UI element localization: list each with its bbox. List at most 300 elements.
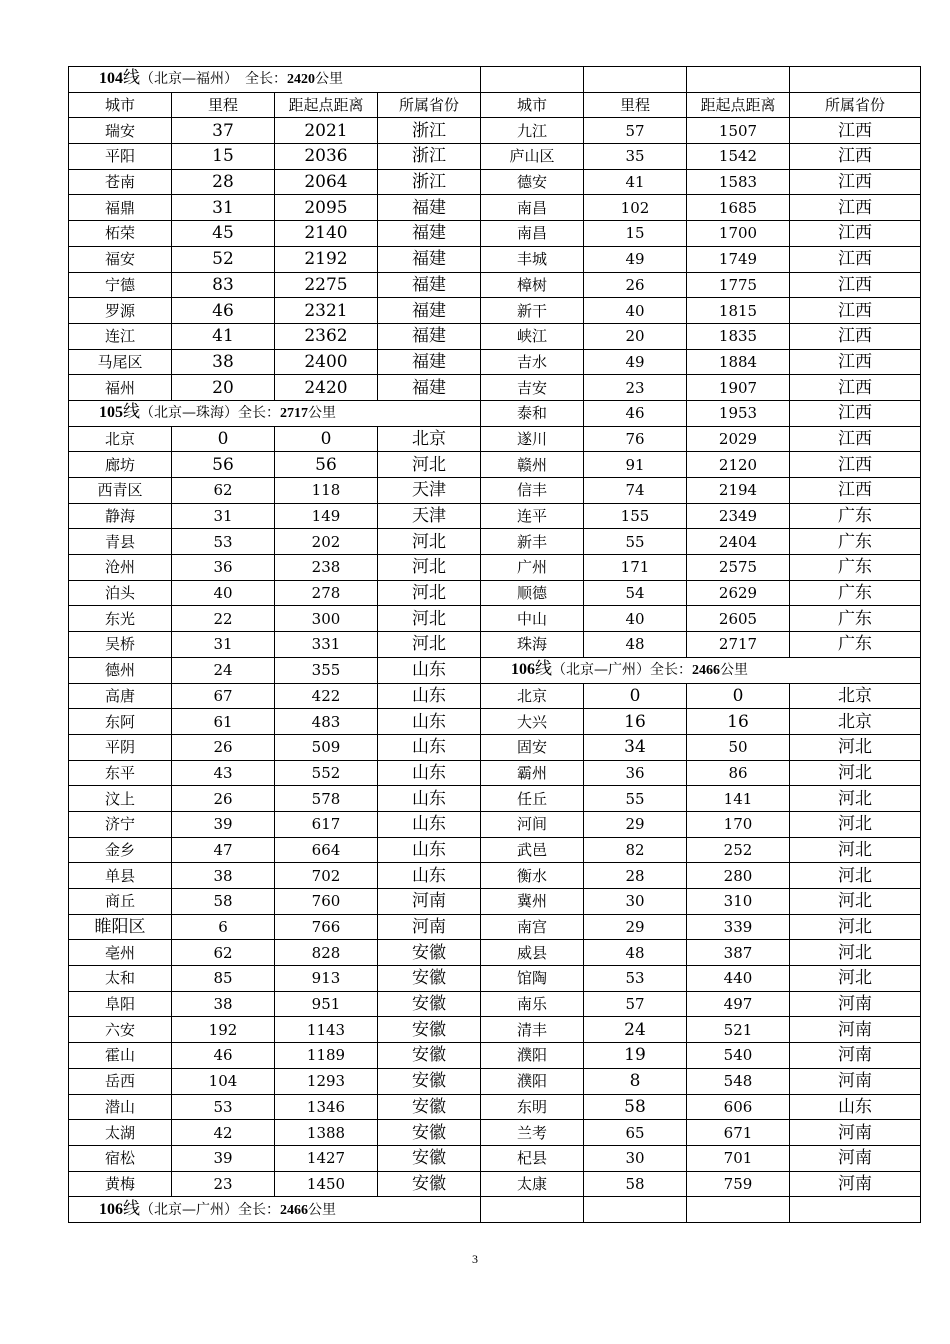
cell-cumulative: 671 xyxy=(687,1120,790,1146)
cell-province: 福建 xyxy=(378,246,481,272)
cell-distance: 28 xyxy=(172,169,275,195)
cell-city: 济宁 xyxy=(69,811,172,837)
cell-city: 东平 xyxy=(69,760,172,786)
cell-province: 江西 xyxy=(790,375,921,401)
cell-city: 珠海 xyxy=(481,632,584,658)
cell-city: 汶上 xyxy=(69,786,172,812)
cell-city: 峡江 xyxy=(481,323,584,349)
cell-distance: 47 xyxy=(172,837,275,863)
cell-cumulative: 2400 xyxy=(275,349,378,375)
cell-province: 江西 xyxy=(790,452,921,478)
cell-distance: 20 xyxy=(584,323,687,349)
cell-province: 河北 xyxy=(378,452,481,478)
cell-province: 河北 xyxy=(378,529,481,555)
cell-cumulative: 552 xyxy=(275,760,378,786)
cell-cumulative: 300 xyxy=(275,606,378,632)
route-title-num: 105 xyxy=(99,404,123,422)
cell-cumulative: 1507 xyxy=(687,118,790,144)
cell-distance: 6 xyxy=(172,914,275,940)
cell-province: 安徽 xyxy=(378,1068,481,1094)
cell-province: 河北 xyxy=(378,580,481,606)
cell-distance: 46 xyxy=(172,298,275,324)
cell-province: 江西 xyxy=(790,426,921,452)
cell-distance: 53 xyxy=(584,966,687,992)
cell-province: 江西 xyxy=(790,400,921,426)
cell-city: 连平 xyxy=(481,503,584,529)
cell-distance: 58 xyxy=(584,1094,687,1120)
route-title-unit: 公里 xyxy=(720,662,748,679)
cell-province: 广东 xyxy=(790,580,921,606)
cell-city: 岳西 xyxy=(69,1068,172,1094)
cell-city: 亳州 xyxy=(69,940,172,966)
cell-cumulative: 170 xyxy=(687,811,790,837)
cell-cumulative: 2029 xyxy=(687,426,790,452)
cell-city: 阜阳 xyxy=(69,991,172,1017)
table-row xyxy=(69,606,921,632)
cell-distance: 46 xyxy=(584,400,687,426)
cell-distance: 31 xyxy=(172,632,275,658)
cell-province: 福建 xyxy=(378,349,481,375)
cell-distance: 62 xyxy=(172,940,275,966)
cell-province: 山东 xyxy=(378,837,481,863)
cell-distance: 36 xyxy=(584,760,687,786)
cell-province: 福建 xyxy=(378,298,481,324)
cell-cumulative: 2036 xyxy=(275,144,378,170)
cell-city: 河间 xyxy=(481,811,584,837)
cell-province: 浙江 xyxy=(378,169,481,195)
cell-cumulative: 2420 xyxy=(275,375,378,401)
cell-province: 安徽 xyxy=(378,966,481,992)
cell-distance: 24 xyxy=(172,657,275,683)
route-title-r104 xyxy=(69,67,481,93)
cell-city: 商丘 xyxy=(69,889,172,915)
cell-city: 太康 xyxy=(481,1171,584,1197)
cell-city: 福鼎 xyxy=(69,195,172,221)
cell-distance: 104 xyxy=(172,1068,275,1094)
cell-province: 江西 xyxy=(790,478,921,504)
cell-distance: 58 xyxy=(172,889,275,915)
cell-distance: 20 xyxy=(172,375,275,401)
cell-province: 广东 xyxy=(790,606,921,632)
cell-province: 河北 xyxy=(790,760,921,786)
cell-distance: 23 xyxy=(584,375,687,401)
route-title-gap: 全长： xyxy=(650,662,692,679)
cell-cumulative: 50 xyxy=(687,734,790,760)
cell-distance: 48 xyxy=(584,940,687,966)
cell-distance: 42 xyxy=(172,1120,275,1146)
cell-province: 河北 xyxy=(790,837,921,863)
cell-city: 南乐 xyxy=(481,991,584,1017)
cell-province: 山东 xyxy=(378,863,481,889)
cell-province: 山东 xyxy=(378,683,481,709)
cell-cumulative: 310 xyxy=(687,889,790,915)
cell-distance: 31 xyxy=(172,503,275,529)
route-title-route: （北京—广州） xyxy=(552,662,650,679)
cell-province: 河北 xyxy=(378,606,481,632)
table-row xyxy=(69,195,921,221)
cell-distance: 23 xyxy=(172,1171,275,1197)
cell-province: 山东 xyxy=(378,657,481,683)
cell-cumulative: 759 xyxy=(687,1171,790,1197)
empty-cell xyxy=(584,1197,687,1223)
cell-province: 河北 xyxy=(378,555,481,581)
cell-cumulative: 913 xyxy=(275,966,378,992)
route-title-total: 2420 xyxy=(287,72,315,88)
cell-cumulative: 1189 xyxy=(275,1043,378,1069)
cell-city: 太湖 xyxy=(69,1120,172,1146)
column-header: 里程 xyxy=(172,92,275,118)
cell-distance: 49 xyxy=(584,246,687,272)
route-title-route: （北京—福州） xyxy=(140,71,231,88)
cell-distance: 102 xyxy=(584,195,687,221)
cell-distance: 36 xyxy=(172,555,275,581)
route-title-unit: 公里 xyxy=(308,405,336,422)
cell-cumulative: 1143 xyxy=(275,1017,378,1043)
cell-distance: 40 xyxy=(584,606,687,632)
cell-city: 东阿 xyxy=(69,709,172,735)
cell-distance: 54 xyxy=(584,580,687,606)
cell-city: 黄梅 xyxy=(69,1171,172,1197)
cell-province: 河南 xyxy=(790,1043,921,1069)
cell-province: 河南 xyxy=(790,991,921,1017)
route-title-num: 106 xyxy=(511,661,535,679)
table-row xyxy=(69,144,921,170)
cell-province: 北京 xyxy=(378,426,481,452)
cell-distance: 53 xyxy=(172,1094,275,1120)
table-row xyxy=(69,1043,921,1069)
cell-city: 六安 xyxy=(69,1017,172,1043)
route-title-total: 2466 xyxy=(280,1202,308,1218)
cell-cumulative: 1346 xyxy=(275,1094,378,1120)
cell-cumulative: 2349 xyxy=(687,503,790,529)
cell-province: 河北 xyxy=(790,966,921,992)
table-row xyxy=(69,400,921,426)
table-row xyxy=(69,349,921,375)
table-row xyxy=(69,1068,921,1094)
cell-cumulative: 1450 xyxy=(275,1171,378,1197)
cell-cumulative: 1775 xyxy=(687,272,790,298)
cell-city: 东明 xyxy=(481,1094,584,1120)
table-row xyxy=(69,734,921,760)
cell-cumulative: 238 xyxy=(275,555,378,581)
cell-city: 广州 xyxy=(481,555,584,581)
cell-province: 江西 xyxy=(790,323,921,349)
cell-city: 南宫 xyxy=(481,914,584,940)
cell-city: 威县 xyxy=(481,940,584,966)
cell-cumulative: 483 xyxy=(275,709,378,735)
cell-cumulative: 664 xyxy=(275,837,378,863)
cell-cumulative: 2140 xyxy=(275,221,378,247)
cell-province: 广东 xyxy=(790,529,921,555)
cell-cumulative: 951 xyxy=(275,991,378,1017)
cell-distance: 74 xyxy=(584,478,687,504)
cell-cumulative: 828 xyxy=(275,940,378,966)
cell-distance: 30 xyxy=(584,1145,687,1171)
table-row xyxy=(69,1145,921,1171)
cell-province: 河北 xyxy=(790,914,921,940)
cell-cumulative: 1542 xyxy=(687,144,790,170)
cell-cumulative: 1293 xyxy=(275,1068,378,1094)
table-row xyxy=(69,914,921,940)
cell-province: 安徽 xyxy=(378,1017,481,1043)
cell-province: 河北 xyxy=(790,734,921,760)
cell-city: 新干 xyxy=(481,298,584,324)
table-row xyxy=(69,657,921,683)
table-row xyxy=(69,966,921,992)
cell-city: 柘荣 xyxy=(69,221,172,247)
cell-city: 信丰 xyxy=(481,478,584,504)
table-row xyxy=(69,529,921,555)
table-row xyxy=(69,991,921,1017)
cell-city: 吉水 xyxy=(481,349,584,375)
cell-distance: 35 xyxy=(584,144,687,170)
cell-cumulative: 331 xyxy=(275,632,378,658)
cell-province: 安徽 xyxy=(378,940,481,966)
cell-cumulative: 202 xyxy=(275,529,378,555)
cell-city: 冀州 xyxy=(481,889,584,915)
cell-province: 广东 xyxy=(790,503,921,529)
cell-city: 中山 xyxy=(481,606,584,632)
cell-cumulative: 497 xyxy=(687,991,790,1017)
cell-cumulative: 1953 xyxy=(687,400,790,426)
cell-city: 吴桥 xyxy=(69,632,172,658)
cell-distance: 39 xyxy=(172,811,275,837)
cell-province: 安徽 xyxy=(378,991,481,1017)
cell-cumulative: 509 xyxy=(275,734,378,760)
cell-distance: 34 xyxy=(584,734,687,760)
cell-city: 九江 xyxy=(481,118,584,144)
cell-city: 赣州 xyxy=(481,452,584,478)
cell-city: 宁德 xyxy=(69,272,172,298)
column-header: 里程 xyxy=(584,92,687,118)
table-row xyxy=(69,118,921,144)
empty-cell xyxy=(687,67,790,93)
route-title-gap: 全长： xyxy=(238,405,280,422)
cell-distance: 43 xyxy=(172,760,275,786)
cell-distance: 192 xyxy=(172,1017,275,1043)
cell-distance: 82 xyxy=(584,837,687,863)
cell-cumulative: 118 xyxy=(275,478,378,504)
cell-cumulative: 2120 xyxy=(687,452,790,478)
cell-distance: 31 xyxy=(172,195,275,221)
cell-cumulative: 2064 xyxy=(275,169,378,195)
cell-distance: 15 xyxy=(584,221,687,247)
cell-cumulative: 760 xyxy=(275,889,378,915)
cell-cumulative: 548 xyxy=(687,1068,790,1094)
cell-distance: 55 xyxy=(584,529,687,555)
table-row xyxy=(69,246,921,272)
column-header: 距起点距离 xyxy=(687,92,790,118)
table-row xyxy=(69,1017,921,1043)
table-row xyxy=(69,1197,921,1223)
cell-city: 杞县 xyxy=(481,1145,584,1171)
cell-city: 东光 xyxy=(69,606,172,632)
cell-province: 山东 xyxy=(378,760,481,786)
route-title-r106 xyxy=(481,657,921,683)
cell-city: 泊头 xyxy=(69,580,172,606)
cell-city: 馆陶 xyxy=(481,966,584,992)
cell-city: 廊坊 xyxy=(69,452,172,478)
cell-distance: 38 xyxy=(172,349,275,375)
cell-distance: 52 xyxy=(172,246,275,272)
cell-city: 濮阳 xyxy=(481,1043,584,1069)
cell-distance: 26 xyxy=(172,734,275,760)
cell-cumulative: 2275 xyxy=(275,272,378,298)
cell-province: 江西 xyxy=(790,298,921,324)
route-title-line: 线 xyxy=(123,402,140,423)
route-title-r105 xyxy=(69,400,481,426)
cell-province: 安徽 xyxy=(378,1120,481,1146)
cell-distance: 28 xyxy=(584,863,687,889)
cell-city: 南昌 xyxy=(481,195,584,221)
cell-city: 霸州 xyxy=(481,760,584,786)
cell-cumulative: 2192 xyxy=(275,246,378,272)
cell-province: 河南 xyxy=(790,1017,921,1043)
cell-cumulative: 141 xyxy=(687,786,790,812)
cell-cumulative: 2095 xyxy=(275,195,378,221)
cell-distance: 29 xyxy=(584,811,687,837)
cell-province: 安徽 xyxy=(378,1094,481,1120)
table-row xyxy=(69,683,921,709)
cell-province: 河北 xyxy=(790,889,921,915)
cell-cumulative: 440 xyxy=(687,966,790,992)
cell-distance: 30 xyxy=(584,889,687,915)
cell-province: 江西 xyxy=(790,221,921,247)
cell-province: 安徽 xyxy=(378,1171,481,1197)
cell-distance: 41 xyxy=(584,169,687,195)
cell-city: 吉安 xyxy=(481,375,584,401)
route-title-r106 xyxy=(69,1197,481,1223)
route-title-num: 104 xyxy=(99,70,123,88)
cell-cumulative: 252 xyxy=(687,837,790,863)
table-row xyxy=(69,1094,921,1120)
header-row xyxy=(69,92,921,118)
cell-cumulative: 617 xyxy=(275,811,378,837)
empty-cell xyxy=(584,67,687,93)
cell-city: 泰和 xyxy=(481,400,584,426)
cell-distance: 26 xyxy=(584,272,687,298)
table-row xyxy=(69,272,921,298)
cell-cumulative: 766 xyxy=(275,914,378,940)
cell-distance: 24 xyxy=(584,1017,687,1043)
cell-distance: 83 xyxy=(172,272,275,298)
cell-city: 西青区 xyxy=(69,478,172,504)
table-row xyxy=(69,786,921,812)
cell-province: 浙江 xyxy=(378,118,481,144)
column-header: 距起点距离 xyxy=(275,92,378,118)
route-title-gap: 全长： xyxy=(238,1201,280,1218)
cell-province: 安徽 xyxy=(378,1043,481,1069)
cell-cumulative: 578 xyxy=(275,786,378,812)
cell-distance: 15 xyxy=(172,144,275,170)
table-row xyxy=(69,323,921,349)
cell-city: 苍南 xyxy=(69,169,172,195)
cell-city: 罗源 xyxy=(69,298,172,324)
route-title-line: 线 xyxy=(123,68,140,89)
cell-city: 连江 xyxy=(69,323,172,349)
cell-province: 浙江 xyxy=(378,144,481,170)
cell-distance: 22 xyxy=(172,606,275,632)
cell-cumulative: 1907 xyxy=(687,375,790,401)
cell-cumulative: 149 xyxy=(275,503,378,529)
cell-distance: 41 xyxy=(172,323,275,349)
cell-province: 福建 xyxy=(378,375,481,401)
cell-cumulative: 1884 xyxy=(687,349,790,375)
cell-city: 樟树 xyxy=(481,272,584,298)
cell-cumulative: 16 xyxy=(687,709,790,735)
cell-city: 武邑 xyxy=(481,837,584,863)
empty-cell xyxy=(481,1197,584,1223)
cell-city: 平阳 xyxy=(69,144,172,170)
cell-cumulative: 355 xyxy=(275,657,378,683)
table-row xyxy=(69,863,921,889)
cell-province: 河南 xyxy=(790,1171,921,1197)
table-row xyxy=(69,555,921,581)
cell-city: 北京 xyxy=(481,683,584,709)
cell-cumulative: 1815 xyxy=(687,298,790,324)
column-header: 城市 xyxy=(69,92,172,118)
cell-province: 江西 xyxy=(790,118,921,144)
cell-city: 德州 xyxy=(69,657,172,683)
cell-province: 河南 xyxy=(790,1120,921,1146)
cell-cumulative: 280 xyxy=(687,863,790,889)
cell-province: 河南 xyxy=(378,914,481,940)
highway-mileage-table xyxy=(68,66,921,1223)
cell-city: 丰城 xyxy=(481,246,584,272)
cell-cumulative: 1388 xyxy=(275,1120,378,1146)
cell-distance: 57 xyxy=(584,991,687,1017)
cell-distance: 55 xyxy=(584,786,687,812)
cell-cumulative: 2404 xyxy=(687,529,790,555)
route-title-route: （北京—珠海） xyxy=(140,405,238,422)
cell-cumulative: 56 xyxy=(275,452,378,478)
cell-distance: 46 xyxy=(172,1043,275,1069)
cell-distance: 19 xyxy=(584,1043,687,1069)
route-title-gap: 全长： xyxy=(231,71,287,88)
table-row xyxy=(69,811,921,837)
cell-city: 固安 xyxy=(481,734,584,760)
table-row xyxy=(69,452,921,478)
cell-cumulative: 1835 xyxy=(687,323,790,349)
cell-city: 福安 xyxy=(69,246,172,272)
cell-distance: 67 xyxy=(172,683,275,709)
table-row xyxy=(69,1171,921,1197)
route-title-unit: 公里 xyxy=(308,1201,336,1218)
table-row xyxy=(69,760,921,786)
table-row xyxy=(69,426,921,452)
cell-province: 河北 xyxy=(378,632,481,658)
table-row xyxy=(69,1120,921,1146)
cell-province: 安徽 xyxy=(378,1145,481,1171)
cell-city: 兰考 xyxy=(481,1120,584,1146)
cell-city: 遂川 xyxy=(481,426,584,452)
cell-distance: 48 xyxy=(584,632,687,658)
cell-city: 沧州 xyxy=(69,555,172,581)
cell-city: 睢阳区 xyxy=(69,914,172,940)
cell-distance: 39 xyxy=(172,1145,275,1171)
cell-cumulative: 2575 xyxy=(687,555,790,581)
cell-province: 山东 xyxy=(378,811,481,837)
cell-cumulative: 702 xyxy=(275,863,378,889)
table-row xyxy=(69,837,921,863)
cell-city: 青县 xyxy=(69,529,172,555)
cell-city: 新丰 xyxy=(481,529,584,555)
cell-city: 霍山 xyxy=(69,1043,172,1069)
cell-distance: 56 xyxy=(172,452,275,478)
cell-distance: 29 xyxy=(584,914,687,940)
cell-province: 江西 xyxy=(790,144,921,170)
empty-cell xyxy=(790,1197,921,1223)
